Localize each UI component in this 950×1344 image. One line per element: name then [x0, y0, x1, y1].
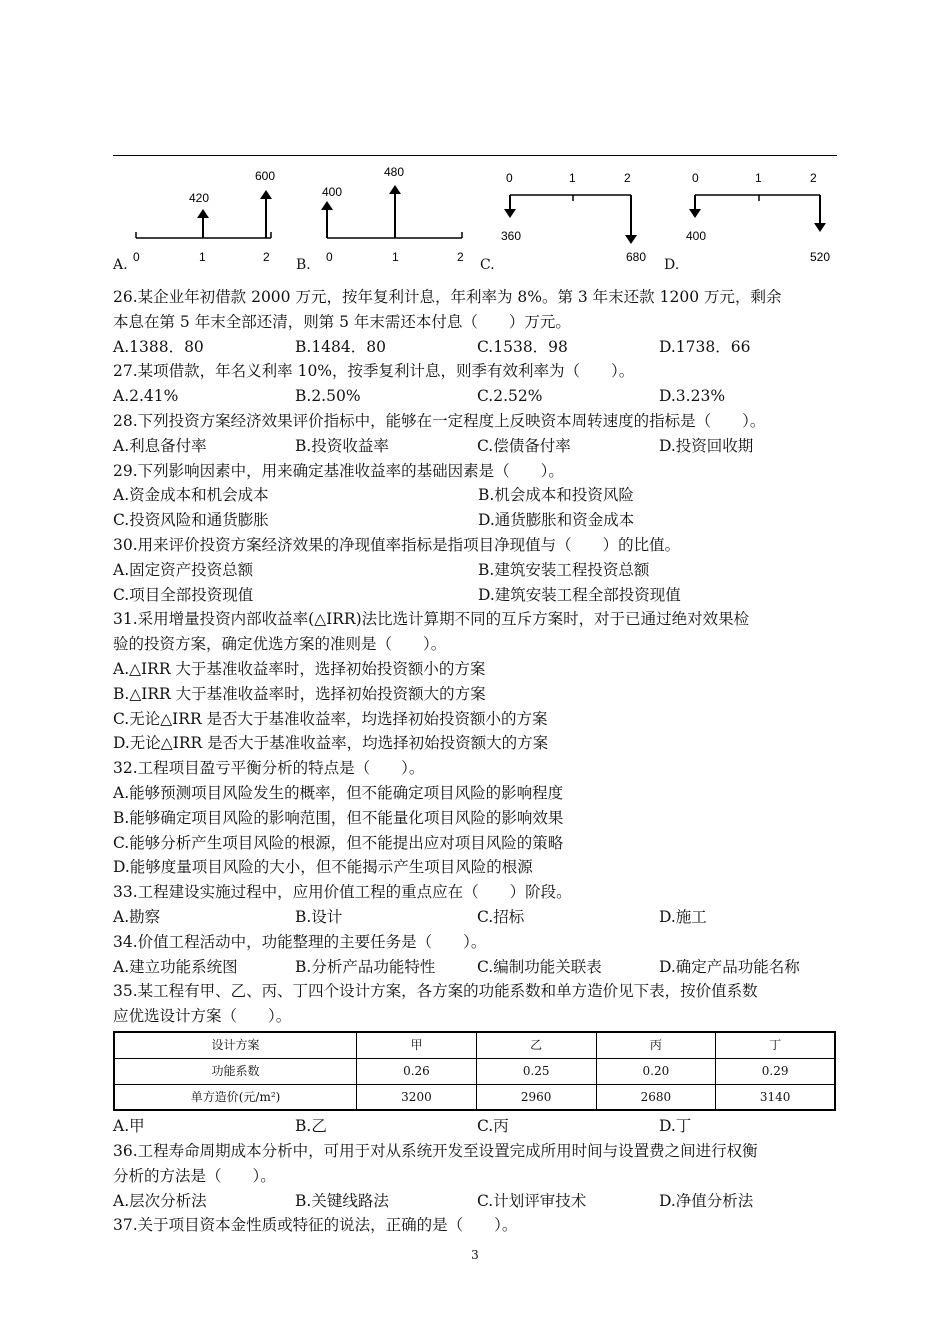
flow-420: 420 — [189, 191, 210, 205]
option-a-label: A. — [113, 257, 128, 273]
cashflow-chart-d — [664, 160, 839, 275]
option-c-label: C. — [480, 257, 495, 273]
table-cell: 0.26 — [357, 1058, 477, 1084]
flow-360: 360 — [501, 229, 522, 243]
answer-options-row — [113, 335, 843, 360]
answer-option: A.利息备付率 — [113, 436, 207, 455]
question-text-line: 37.关于项目资本金性质或特征的说法，正确的是（ ）。 — [113, 1216, 518, 1235]
table-cell: 功能系数 — [114, 1058, 357, 1084]
question-text-line: C.无论△IRR 是否大于基准收益率，均选择初始投资额小的方案 — [113, 709, 548, 728]
question-text-line: 本息在第 5 年末全部还清，则第 5 年末需还本付息（ ）万元。 — [113, 312, 571, 331]
question-list — [113, 285, 843, 1238]
answer-option: D.通货膨胀和资金成本 — [478, 511, 635, 530]
answer-option: B.投资收益率 — [295, 436, 389, 455]
table-cell: 甲 — [357, 1032, 477, 1058]
answer-option: D.丁 — [659, 1117, 692, 1136]
question-text-line: 36.工程寿命周期成本分析中，可用于对从系统开发至设置完成所用时间与设置费之间进行权衡 — [113, 1142, 758, 1161]
answer-option: B.乙 — [295, 1117, 327, 1136]
table-row — [114, 1058, 835, 1084]
table-cell: 3140 — [716, 1084, 835, 1110]
table-cell: 单方造价(元/m²) — [114, 1084, 357, 1110]
answer-option: C.2.52% — [477, 387, 543, 406]
question-text-line: D.无论△IRR 是否大于基准收益率，均选择初始投资额大的方案 — [113, 734, 549, 753]
answer-option: C.编制功能关联表 — [477, 957, 602, 976]
flow-400: 400 — [686, 229, 707, 243]
question-text-line: 验的投资方案，确定优选方案的准则是（ ）。 — [113, 635, 447, 654]
option-d-label: D. — [664, 257, 680, 273]
question-text-line: 28.下列投资方案经济效果评价指标中，能够在一定程度上反映资本周转速度的指标是（ ）。 — [113, 411, 766, 430]
period-0: 0 — [692, 171, 699, 185]
table-cell: 0.29 — [716, 1058, 835, 1084]
table-cell: 2960 — [476, 1084, 596, 1110]
flow-400: 400 — [322, 185, 343, 199]
answer-option: C.招标 — [477, 907, 525, 926]
answer-options-row — [113, 483, 843, 508]
answer-option: D.净值分析法 — [659, 1191, 754, 1210]
question-text-line: 26.某企业年初借款 2000 万元，按年复利计息，年利率为 8%。第 3 年末还款 1200 万元，剩余 — [113, 288, 782, 306]
question-text-line: 30.用来评价投资方案经济效果的净现值率指标是指项目净现值与（ ）的比值。 — [113, 535, 681, 554]
answer-option: B.设计 — [295, 907, 343, 926]
answer-option: D.投资回收期 — [659, 436, 754, 455]
period-2: 2 — [457, 250, 464, 264]
question-text-line: 27.某项借款，年名义利率 10%，按季复利计息，则季有效利率为（ ）。 — [113, 362, 635, 381]
answer-option: C.丙 — [477, 1117, 509, 1136]
table-cell: 丙 — [596, 1032, 716, 1058]
table-cell: 设计方案 — [114, 1032, 357, 1058]
table-cell: 0.25 — [476, 1058, 596, 1084]
flow-480: 480 — [384, 165, 405, 179]
answer-option: B.关键线路法 — [295, 1191, 389, 1210]
question-text-line: 应优选设计方案（ ）。 — [113, 1007, 292, 1026]
cashflow-diagram-d — [664, 160, 839, 275]
period-2: 2 — [263, 250, 270, 264]
answer-option: A.1388．80 — [113, 337, 204, 356]
answer-options-row — [113, 384, 843, 409]
answer-option: C.偿债备付率 — [477, 436, 571, 455]
answer-option: B.2.50% — [295, 387, 361, 406]
design-scheme-table — [113, 1031, 836, 1111]
answer-options-row — [113, 1114, 843, 1139]
option-b-label: B. — [296, 257, 311, 273]
answer-option: A.资金成本和机会成本 — [113, 486, 269, 505]
question-text-line: 32.工程项目盈亏平衡分析的特点是（ ）。 — [113, 759, 425, 778]
period-2: 2 — [624, 171, 631, 185]
answer-option: A.甲 — [113, 1117, 145, 1136]
question-text-line: 分析的方法是（ ）。 — [113, 1166, 276, 1185]
flow-520: 520 — [810, 250, 831, 264]
question-text-line: 31.采用增量投资内部收益率(△IRR)法比选计算期不同的互斥方案时，对于已通过绝对效果检 — [113, 610, 750, 629]
period-1: 1 — [569, 171, 576, 185]
cashflow-diagram-c — [480, 160, 655, 275]
answer-option: D.施工 — [659, 907, 707, 926]
table-cell: 丁 — [716, 1032, 835, 1058]
flow-600: 600 — [255, 169, 276, 183]
cashflow-chart-c — [480, 160, 655, 275]
question-text-line: 34.价值工程活动中，功能整理的主要任务是（ ）。 — [113, 932, 487, 951]
flow-680: 680 — [626, 250, 647, 264]
answer-option: A.固定资产投资总额 — [113, 560, 254, 579]
answer-option: B.1484．80 — [295, 337, 386, 356]
answer-options-row — [113, 508, 843, 533]
period-1: 1 — [755, 171, 762, 185]
period-1: 1 — [392, 250, 399, 264]
question-text-line: C.能够分析产生项目风险的根源，但不能提出应对项目风险的策略 — [113, 833, 564, 852]
period-2: 2 — [810, 171, 817, 185]
answer-option: A.建立功能系统图 — [113, 957, 238, 976]
period-0: 0 — [326, 250, 333, 264]
answer-option: B.建筑安装工程投资总额 — [478, 560, 650, 579]
table-row — [114, 1032, 835, 1058]
period-0: 0 — [506, 171, 513, 185]
table-cell: 3200 — [357, 1084, 477, 1110]
question-text-line: D.能够度量项目风险的大小，但不能揭示产生项目风险的根源 — [113, 858, 533, 877]
answer-option: D.3.23% — [659, 387, 726, 406]
table-row — [114, 1084, 835, 1110]
answer-option: A.勘察 — [113, 907, 161, 926]
period-1: 1 — [199, 250, 206, 264]
question-text-line: B.△IRR 大于基准收益率时，选择初始投资额大的方案 — [113, 684, 486, 703]
question-text-line: B.能够确定项目风险的影响范围，但不能量化项目风险的影响效果 — [113, 808, 564, 827]
answer-option: C.投资风险和通货膨胀 — [113, 511, 269, 530]
answer-options-row — [113, 434, 843, 459]
answer-option: B.分析产品功能特性 — [295, 957, 436, 976]
answer-option: C.1538．98 — [477, 337, 568, 356]
answer-option: D.1738．66 — [659, 337, 751, 356]
answer-option: A.2.41% — [113, 387, 179, 406]
page-number: 3 — [471, 1248, 479, 1262]
question-text-line: A.△IRR 大于基准收益率时，选择初始投资额小的方案 — [113, 659, 486, 678]
cashflow-diagram-a — [113, 160, 283, 275]
question-text-line: A.能够预测项目风险发生的概率，但不能确定项目风险的影响程度 — [113, 783, 564, 802]
answer-options-row — [113, 558, 843, 583]
header-rule — [113, 155, 837, 156]
cashflow-chart-a — [113, 160, 283, 275]
question-text-line: 29.下列影响因素中，用来确定基准收益率的基础因素是（ ）。 — [113, 461, 564, 480]
answer-options-row — [113, 583, 843, 608]
answer-options-row — [113, 955, 843, 980]
period-0: 0 — [133, 250, 140, 264]
answer-option: D.建筑安装工程全部投资现值 — [478, 585, 681, 604]
table-cell: 乙 — [476, 1032, 596, 1058]
answer-options-row — [113, 905, 843, 930]
answer-option: C.项目全部投资现值 — [113, 585, 254, 604]
answer-option: D.确定产品功能名称 — [659, 957, 800, 976]
cashflow-chart-b — [296, 160, 471, 275]
question-text-line: 33.工程建设实施过程中，应用价值工程的重点应在（ ）阶段。 — [113, 883, 572, 902]
answer-option: A.层次分析法 — [113, 1191, 207, 1210]
answer-option: B.机会成本和投资风险 — [478, 486, 634, 505]
answer-options-row — [113, 1189, 843, 1214]
cashflow-diagram-b — [296, 160, 471, 275]
table-cell: 2680 — [596, 1084, 716, 1110]
table-cell: 0.20 — [596, 1058, 716, 1084]
question-text-line: 35.某工程有甲、乙、丙、丁四个设计方案，各方案的功能系数和单方造价见下表，按价值系数 — [113, 982, 758, 1001]
answer-option: C.计划评审技术 — [477, 1191, 587, 1210]
